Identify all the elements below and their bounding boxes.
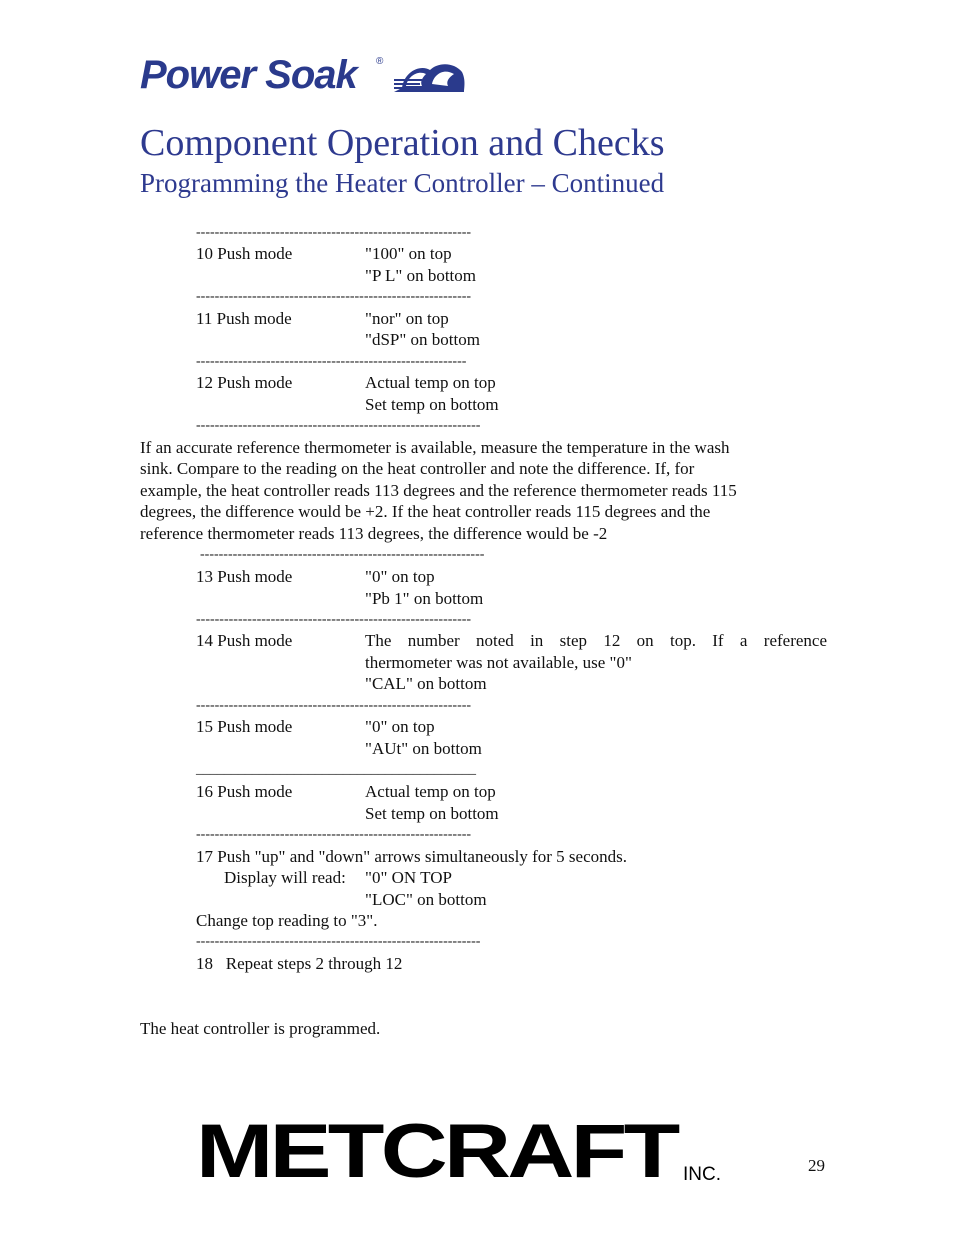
step-detail: "0" ON TOP (365, 868, 452, 887)
step-detail: "0" on top (365, 717, 435, 736)
registered-mark: ® (376, 56, 384, 67)
closing-text: The heat controller is programmed. (140, 1019, 381, 1038)
step-instruction: 17 Push "up" and "down" arrows simultaneously for 5 seconds. (196, 847, 627, 866)
display-label: Display will read: (224, 868, 346, 887)
separator: ----------------------------------------------------------- (196, 827, 472, 842)
separator: ----------------------------------------------------------- (196, 289, 472, 304)
step-label: 14 Push mode (196, 631, 293, 650)
metcraft-inc: INC. (683, 1164, 721, 1185)
step-label: 13 Push mode (196, 567, 293, 586)
separator: ------------------------------------------------------------- (196, 418, 481, 433)
step-detail: "AUt" on bottom (365, 739, 482, 758)
step-label: 15 Push mode (196, 717, 293, 736)
power-soak-logo (140, 52, 470, 98)
step-detail: "dSP" on bottom (365, 330, 480, 349)
step-label: 11 Push mode (196, 309, 292, 328)
step-detail: Set temp on bottom (365, 395, 499, 414)
step-detail: "100" on top (365, 244, 452, 263)
step-instruction: 18 Repeat steps 2 through 12 (196, 954, 403, 973)
paragraph-line: If an accurate reference thermometer is available, measure the temperature in the wash (140, 438, 730, 457)
paragraph-line: reference thermometer reads 113 degrees, the difference would be -2 (140, 524, 608, 543)
paragraph-line: example, the heat controller reads 113 degrees and the reference thermometer reads 115 (140, 481, 737, 500)
paragraph-line: degrees, the difference would be +2. If the heat controller reads 115 degrees and the (140, 502, 711, 521)
page-title: Component Operation and Checks (140, 122, 665, 164)
step-instruction: Change top reading to "3". (196, 911, 378, 930)
step-detail: "P L" on bottom (365, 266, 477, 285)
metcraft-logo (196, 1109, 736, 1194)
logo-wordmark: Power Soak (140, 53, 357, 97)
step-detail: Actual temp on top (365, 782, 496, 801)
wave-icon (392, 58, 466, 94)
paragraph-line: sink. Compare to the reading on the heat controller and note the difference. If, for (140, 459, 695, 478)
step-detail: "Pb 1" on bottom (365, 589, 484, 608)
step-detail: "CAL" on bottom (365, 674, 487, 693)
step-detail: Set temp on bottom (365, 804, 499, 823)
separator: ________________________________________ (196, 762, 476, 777)
separator: ------------------------------------------------------------- (200, 547, 485, 562)
page-number: 29 (808, 1156, 825, 1175)
separator: ----------------------------------------------------------- (196, 612, 472, 627)
page-subtitle: Programming the Heater Controller – Continued (140, 168, 665, 198)
step-label: 10 Push mode (196, 244, 293, 263)
step-detail: "LOC" on bottom (365, 890, 487, 909)
metcraft-wordmark: METCRAFT (196, 1109, 677, 1194)
separator: ------------------------------------------------------------- (196, 934, 481, 949)
separator: ----------------------------------------------------------- (196, 698, 472, 713)
step-detail: "0" on top (365, 567, 435, 586)
step-detail: thermometer was not available, use "0" (365, 653, 632, 672)
step-detail: Actual temp on top (365, 373, 496, 392)
step-detail: The number noted in step 12 on top. If a reference (365, 631, 827, 650)
separator: ---------------------------------------------------------- (196, 354, 467, 369)
step-label: 12 Push mode (196, 373, 293, 392)
step-label: 16 Push mode (196, 782, 293, 801)
step-detail: "nor" on top (365, 309, 449, 328)
separator: ----------------------------------------------------------- (196, 225, 472, 240)
